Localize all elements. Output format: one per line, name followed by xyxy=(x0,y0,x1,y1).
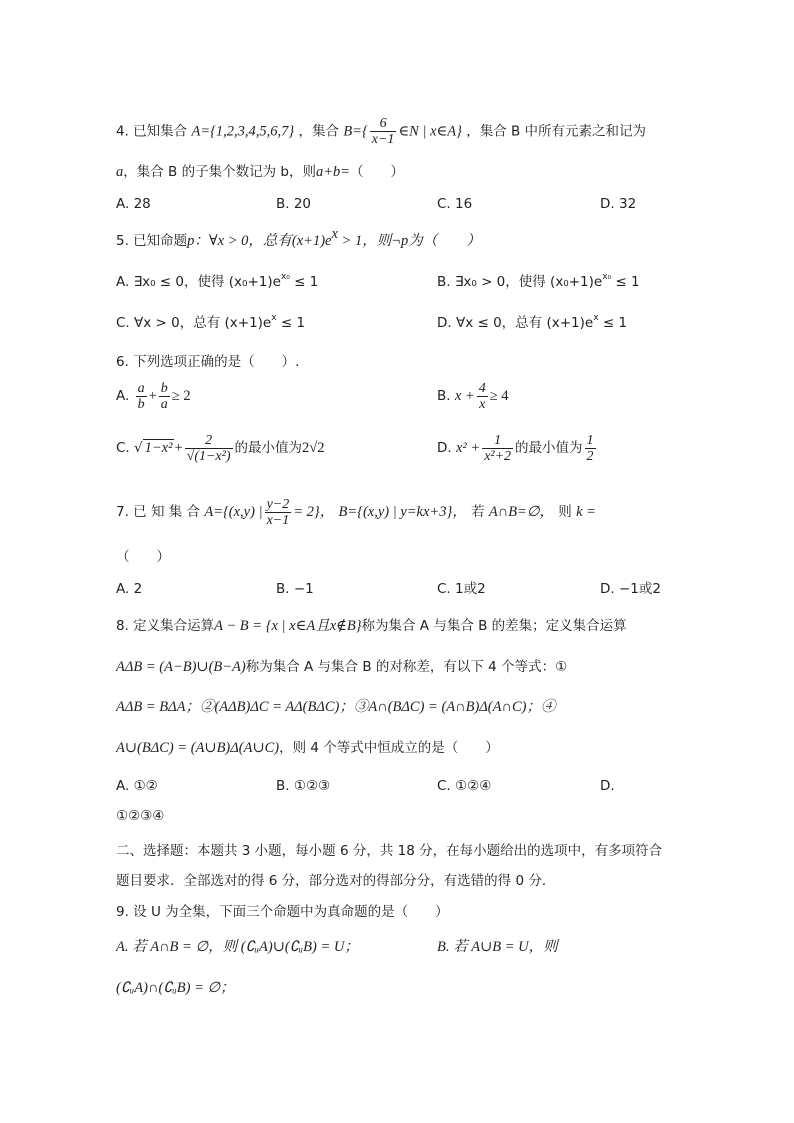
q8-line2: AΔB = (A−B)∪(B−A)称为集合 A 与集合 B 的对称差，有以下 4 个等式：① xyxy=(116,659,568,675)
section2-line1: 二、选择题：本题共 3 小题，每小题 6 分，共 18 分，在每小题给出的选项中，有多项符合 xyxy=(116,843,663,859)
q5-stem: 5. 已知命题p：∀x > 0，总有$(x+1)e^x > 1$，则¬p为（ ） xyxy=(116,226,481,249)
q4-set-b-right: ∈N | x∈A} xyxy=(398,123,462,140)
section2-line2: 题目要求．全部选对的得 6 分，部分选对的得部分分，有选错的得 0 分． xyxy=(116,873,556,889)
q7-option-a: A. 2 xyxy=(116,581,143,597)
q9-option-a: A. 若 A∩B = ∅，则 (∁ᵤA)∪(∁ᵤB) = U； xyxy=(116,939,359,955)
q8-option-d: D. xyxy=(600,778,615,794)
q9-option-b-content: (∁ᵤA)∩(∁ᵤB) = ∅； xyxy=(116,980,235,996)
q4-stem-line1 xyxy=(116,116,694,147)
q9-stem: 9. 设 U 为全集，下面三个命题中为真命题的是（ ） xyxy=(116,904,449,920)
q4-fraction: $\frac{6}{x-1}$ xyxy=(371,116,395,147)
q7-option-c: C. 1或2 xyxy=(437,581,486,597)
q7-paren: （ ） xyxy=(116,549,170,565)
q8-line1: 8. 定义集合运算A − B = {x | x∈A且x∉B}称为集合 A 与集合 B 的差集；定义集合运算 xyxy=(116,618,627,634)
q8-option-c: C. ①②④ xyxy=(437,778,492,794)
q4-option-c: C. 16 xyxy=(437,196,473,212)
q4-text-2: ，集合 xyxy=(298,123,340,140)
q5-option-b: B. ∃x₀ > 0，使得 $(x_0+1)e^{x_0} \le 1$ xyxy=(437,272,640,290)
q6-option-c: C. √ 1−x² + $\frac{2}{\text{√(1−x²)}}$ 的最小值为2√2 xyxy=(116,432,325,464)
q6-option-a: A. $\frac{a}{b}$ + $\frac{b}{a}$ ≥ 2 xyxy=(116,380,191,412)
q9-option-b: B. 若 A∪B = U，则 xyxy=(437,939,558,955)
q5-option-a: A. ∃x₀ ≤ 0，使得 $(x_0+1)e^{x_0} \le 1$ xyxy=(116,272,319,290)
q4-text: 4. 已知集合 xyxy=(116,123,188,140)
q6-option-d: D. x² + $\frac{1}{\text{x²+2}}$ 的最小值为 $\frac{1}{2}$ xyxy=(437,432,594,464)
q8-option-d-content: ①②③④ xyxy=(116,808,165,824)
q4-set-b-left: B={ xyxy=(343,123,368,140)
q6-stem: 6. 下列选项正确的是（ ）. xyxy=(116,354,300,370)
q7-option-d: D. −1或2 xyxy=(600,581,661,597)
q4-option-a: A. 28 xyxy=(116,196,151,212)
q8-line3: AΔB = BΔA；②(AΔB)ΔC = AΔ(BΔC)；③A∩(BΔC) = (A∩B)Δ(A∩C)；④ xyxy=(116,699,556,715)
q4-text-3: ，集合 B 中所有元素之和记为 xyxy=(466,123,647,140)
q8-line4: A∪(BΔC) = (A∪B)Δ(A∪C)，则 4 个等式中恒成立的是（ ） xyxy=(116,740,499,756)
q4-option-d: D. 32 xyxy=(600,196,637,212)
q4-set-a: A={1,2,3,4,5,6,7} xyxy=(191,123,295,140)
q7-option-b: B. −1 xyxy=(276,581,314,597)
q7-stem: 7. 已 知 集 合 A={(x,y) | $\frac{y-2}{x-1}$ = 2}， B={(x,y) | y=kx+3}， 若 A∩B=∅， 则 k = xyxy=(116,496,596,528)
q8-option-b: B. ①②③ xyxy=(276,778,331,794)
q4-stem-line2: a，集合 B 的子集个数记为 b，则a+b=（ ） xyxy=(116,164,405,180)
q5-option-c: C. ∀x > 0，总有 $(x+1)e^x \le 1$ xyxy=(116,313,306,331)
q8-option-a: A. ①② xyxy=(116,778,158,794)
q5-option-d: D. ∀x ≤ 0，总有 $(x+1)e^x \le 1$ xyxy=(437,313,628,331)
q6-option-b: B. x + $\frac{4}{x}$ ≥ 4 xyxy=(437,380,509,412)
q4-option-b: B. 20 xyxy=(276,196,312,212)
